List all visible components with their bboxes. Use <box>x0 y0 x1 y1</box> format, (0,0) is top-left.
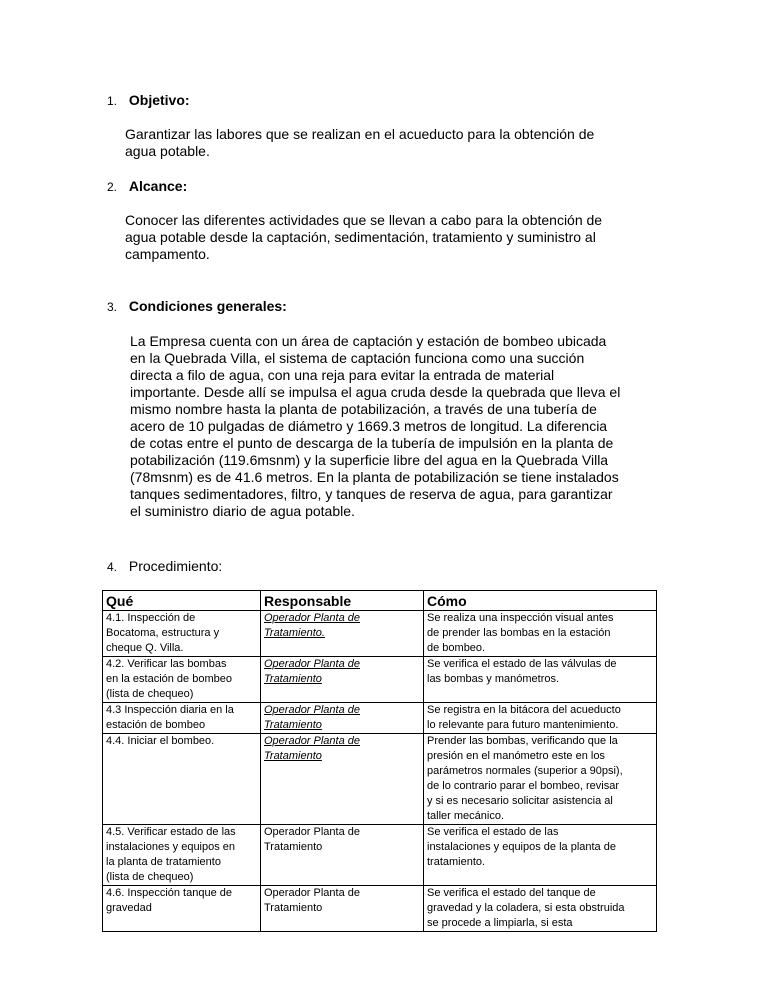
cell-line: la planta de tratamiento <box>106 856 221 868</box>
cell-responsable <box>261 703 424 734</box>
paragraph-line: de cotas entre el punto de descarga de la tubería de impulsión en la planta de <box>130 435 614 451</box>
cell-line: gravedad <box>106 902 152 914</box>
cell-line: Operador Planta de <box>264 658 361 670</box>
cell-line: Tratamiento <box>264 673 322 685</box>
cell-line: instalaciones y equipos en <box>106 841 236 853</box>
paragraph-line: el suministro diario de agua potable. <box>130 503 355 519</box>
paragraph-line: Garantizar las labores que se realizan en el acueducto para la obtención de <box>125 126 595 142</box>
paragraph-line: importante. Desde allí se impulsa el agua cruda desde la quebrada que lleva el <box>130 384 621 400</box>
section-title: Alcance: <box>128 178 188 194</box>
cell-line: Prender las bombas, verificando que la <box>427 735 618 747</box>
cell-line: 4.4. Iniciar el bombeo. <box>106 735 215 747</box>
paragraph-line: en la Quebrada Villa, el sistema de captación funciona como una succión <box>130 350 585 366</box>
cell-como <box>424 657 657 703</box>
section-4-heading <box>107 558 222 574</box>
table-row <box>103 703 657 734</box>
paragraph-line: potabilización (119.6msnm) y la superficie libre del agua en la Quebrada Villa <box>130 452 609 468</box>
table-row <box>103 657 657 703</box>
cell-line: estación de bombeo <box>106 719 206 731</box>
cell-line: de bombeo. <box>427 642 486 654</box>
cell-como <box>424 703 657 734</box>
section-title: Condiciones generales: <box>128 298 287 314</box>
cell-line: y si es necesario solicitar asistencia al <box>427 795 613 807</box>
cell-line: Operador Planta de <box>264 826 361 838</box>
cell-line: presión en el manómetro este en los <box>427 750 605 762</box>
cell-como <box>424 734 657 825</box>
cell-line: Se verifica el estado del tanque de <box>427 887 596 899</box>
cell-line: 4.6. Inspección tanque de <box>106 887 232 899</box>
paragraph-line: La Empresa cuenta con un área de captación y estación de bombeo ubicada <box>130 333 607 349</box>
condiciones-paragraph <box>130 333 660 520</box>
cell-responsable <box>261 657 424 703</box>
paragraph-line: Conocer las diferentes actividades que se llevan a cabo para la obtención de <box>125 212 603 228</box>
cell-line: Tratamiento. <box>264 627 325 639</box>
cell-line: de lo contrario parar el bombeo, revisar <box>427 780 619 792</box>
cell-como <box>424 825 657 886</box>
cell-que <box>103 886 261 932</box>
cell-line: Tratamiento <box>264 841 323 853</box>
section-title: Objetivo: <box>128 92 190 108</box>
cell-line: Tratamiento <box>264 719 322 731</box>
table-row <box>103 734 657 825</box>
column-header-que: Qué <box>103 591 261 611</box>
cell-line: las bombas y manómetros. <box>427 673 560 685</box>
cell-line: 4.5. Verificar estado de las <box>106 826 236 838</box>
paragraph-line: agua potable desde la captación, sedimentación, tratamiento y suministro al <box>125 229 596 245</box>
cell-que <box>103 703 261 734</box>
section-number: 4. <box>107 560 118 574</box>
cell-responsable <box>261 734 424 825</box>
section-title: Procedimiento: <box>128 558 223 574</box>
cell-line: Tratamiento <box>264 902 323 914</box>
cell-que <box>103 734 261 825</box>
column-header-responsable: Responsable <box>261 591 424 611</box>
cell-line: taller mecánico. <box>427 810 505 822</box>
procedure-table <box>102 590 657 932</box>
section-number: 2. <box>107 180 118 194</box>
cell-line: Operador Planta de <box>264 704 361 716</box>
paragraph-line: mismo nombre hasta la planta de potabilización, a través de una tubería de <box>130 401 597 417</box>
section-2-heading <box>107 178 187 194</box>
cell-line: lo relevante para futuro mantenimiento. <box>427 719 619 731</box>
cell-como <box>424 611 657 657</box>
alcance-paragraph <box>125 212 660 263</box>
cell-line: de prender las bombas en la estación <box>427 627 611 639</box>
cell-line: Bocatoma, estructura y <box>106 627 220 639</box>
paragraph-line: (78msnm) es de 41.6 metros. En la planta de potabilización se tiene instalados <box>130 469 619 485</box>
cell-line: Se realiza una inspección visual antes <box>427 612 614 624</box>
cell-que <box>103 611 261 657</box>
cell-line: 4.2. Verificar las bombas <box>106 658 227 670</box>
cell-line: 4.3 Inspección diaria en la <box>106 704 234 716</box>
cell-line: (lista de chequeo) <box>106 871 194 883</box>
table-row <box>103 611 657 657</box>
cell-responsable <box>261 611 424 657</box>
cell-line: Operador Planta de <box>264 887 361 899</box>
section-3-heading <box>107 298 287 314</box>
cell-como <box>424 886 657 932</box>
cell-responsable <box>261 886 424 932</box>
cell-line: Operador Planta de <box>264 612 361 624</box>
table-row <box>103 825 657 886</box>
cell-line: gravedad y la coladera, si esta obstruida <box>427 902 625 914</box>
cell-line: Se registra en la bitácora del acueducto <box>427 704 621 716</box>
cell-line: parámetros normales (superior a 90psi), <box>427 765 623 777</box>
table-header-row <box>103 591 657 611</box>
cell-line: cheque Q. Villa. <box>106 642 184 654</box>
cell-line: 4.1. Inspección de <box>106 612 196 624</box>
cell-responsable <box>261 825 424 886</box>
cell-line: Tratamiento <box>264 750 322 762</box>
cell-line: (lista de chequeo) <box>106 688 194 700</box>
table-row <box>103 886 657 932</box>
paragraph-line: tanques sedimentadores, filtro, y tanques de reserva de agua, para garantizar <box>130 486 613 502</box>
cell-line: instalaciones y equipos de la planta de <box>427 841 616 853</box>
cell-line: tratamiento. <box>427 856 486 868</box>
cell-line: se procede a limpiarla, si esta <box>427 917 573 929</box>
cell-line: Se verifica el estado de las <box>427 826 559 838</box>
paragraph-line: campamento. <box>125 246 210 262</box>
column-header-como: Cómo <box>424 591 657 611</box>
paragraph-line: acero de 10 pulgadas de diámetro y 1669.3 metros de longitud. La diferencia <box>130 418 608 434</box>
cell-line: en la estación de bombeo <box>106 673 232 685</box>
section-number: 1. <box>107 94 118 108</box>
paragraph-line: agua potable. <box>125 143 210 159</box>
cell-que <box>103 657 261 703</box>
cell-line: Se verifica el estado de las válvulas de <box>427 658 617 670</box>
cell-line: Operador Planta de <box>264 735 361 747</box>
paragraph-line: directa a filo de agua, con una reja para evitar la entrada de material <box>130 367 555 383</box>
objetivo-paragraph <box>125 126 660 160</box>
section-1-heading <box>107 92 190 108</box>
cell-que <box>103 825 261 886</box>
section-number: 3. <box>107 300 118 314</box>
